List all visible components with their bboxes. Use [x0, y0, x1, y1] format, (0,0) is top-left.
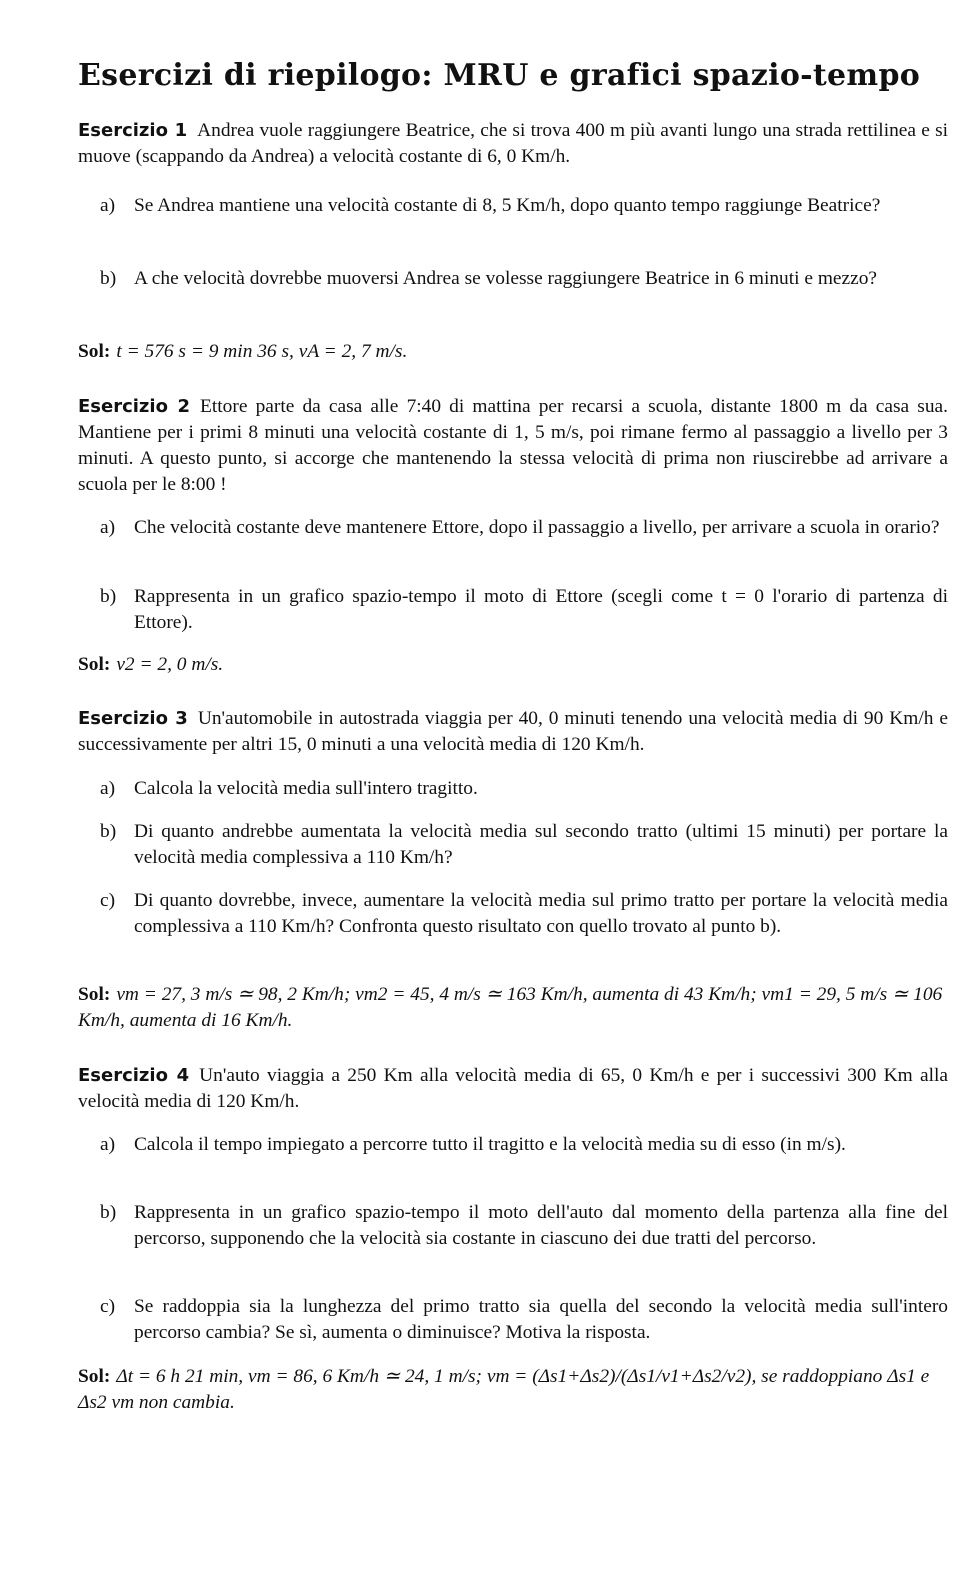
exercise-4-item-b: b) Rappresenta in un grafico spazio-tempo il moto dell'auto dal momento della partenza alla fine del percorso, supponendo che la velocità sia costante in ciascuno dei due tratti del percorso.	[100, 1202, 948, 1249]
exercise-3-item-c: c) Di quanto dovrebbe, invece, aumentare la velocità media sul primo tratto per portare la velocità media complessiva a 110 Km/h? Confronta questo risultato con quello trovato al punto b).	[100, 890, 948, 937]
exercise-1-solution: Sol: t = 576 s = 9 min 36 s, vA = 2, 7 m/s.	[78, 341, 408, 362]
page-title: Esercizi di riepilogo: MRU e grafici spazio-tempo	[78, 58, 921, 93]
exercise-4-text: Esercizio 4 Un'auto viaggia a 250 Km alla velocità media di 65, 0 Km/h e per i successivi 300 Km alla velocità media di 120 Km/h.	[78, 1065, 948, 1112]
exercise-3-item-b: b) Di quanto andrebbe aumentata la velocità media sul secondo tratto (ultimi 15 minuti) per portare la velocità media complessiva a 110 Km/h?	[100, 821, 948, 868]
exercise-4-item-a: a) Calcola il tempo impiegato a percorre tutto il tragitto e la velocità media su di esso (in m/s).	[100, 1134, 846, 1155]
exercise-3-item-a: a) Calcola la velocità media sull'intero tragitto.	[100, 778, 478, 799]
exercise-2-solution: Sol: v2 = 2, 0 m/s.	[78, 654, 224, 675]
exercise-2-label: Esercizio 2	[78, 396, 191, 417]
exercise-2-text: Esercizio 2 Ettore parte da casa alle 7:40 di mattina per recarsi a scuola, distante 1800 m da casa sua. Mantiene per i primi 8 minuti una velocità costante di 1, 5 m/s, poi rimane fermo al passaggio a livello per 3 minuti. A questo punto, si accorge che mantenendo la stessa velocità di prima non riuscirebbe ad arrivare a scuola per le 8:00 !	[78, 396, 948, 495]
exercise-2-item-b: b) Rappresenta in un grafico spazio-tempo il moto di Ettore (scegli come t = 0 l'orario di partenza di Ettore).	[100, 586, 948, 633]
exercise-1-item-b: b) A che velocità dovrebbe muoversi Andrea se volesse raggiungere Beatrice in 6 minuti e mezzo?	[100, 268, 878, 289]
exercise-1-text: Esercizio 1 Andrea vuole raggiungere Beatrice, che si trova 400 m più avanti lungo una strada rettilinea e si muove (scappando da Andrea) a velocità costante di 6, 0 Km/h.	[78, 120, 948, 167]
exercise-2-item-a: a) Che velocità costante deve mantenere Ettore, dopo il passaggio a livello, per arrivare a scuola in orario?	[100, 517, 940, 538]
exercise-4-label: Esercizio 4	[78, 1065, 190, 1086]
exercise-3-solution: Sol: vm = 27, 3 m/s ≃ 98, 2 Km/h; vm2 = 45, 4 m/s ≃ 163 Km/h, aumenta di 43 Km/h; vm1 = 29, 5 m/s ≃ 106 Km/h, aumenta di 16 Km/h.	[78, 984, 943, 1031]
exercise-1-item-a: a) Se Andrea mantiene una velocità costante di 8, 5 Km/h, dopo quanto tempo raggiunge Beatrice?	[100, 195, 881, 216]
exercise-4-solution: Sol: Δt = 6 h 21 min, vm = 86, 6 Km/h ≃ 24, 1 m/s; vm = (Δs1+Δs2)/(Δs1/v1+Δs2/v2), se raddoppiano Δs1 e Δs2 vm non cambia.	[78, 1366, 930, 1413]
exercise-4-item-c: c) Se raddoppia sia la lunghezza del primo tratto sia quella del secondo la velocità media sull'intero percorso cambia? Se sì, aumenta o diminuisce? Motiva la risposta.	[100, 1296, 948, 1343]
exercise-1-label: Esercizio 1	[78, 120, 188, 141]
exercise-3-text: Esercizio 3 Un'automobile in autostrada viaggia per 40, 0 minuti tenendo una velocità media di 90 Km/h e successivamente per altri 15, 0 minuti a una velocità media di 120 Km/h.	[78, 708, 948, 755]
exercise-3-label: Esercizio 3	[78, 708, 188, 729]
